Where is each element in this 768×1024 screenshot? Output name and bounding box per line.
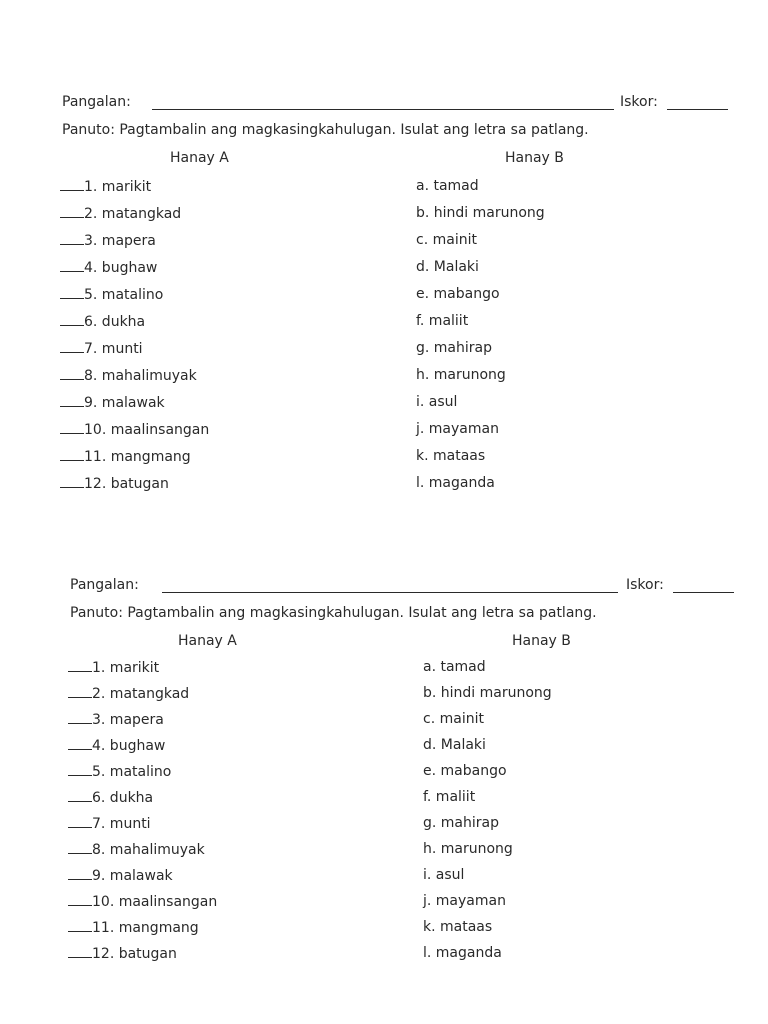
list-item: l. maganda: [416, 475, 495, 491]
item-text: 10. maalinsangan: [92, 894, 218, 910]
column-a-list: [68, 657, 217, 969]
list-item: a. tamad: [423, 659, 486, 675]
answer-blank[interactable]: [68, 657, 92, 672]
list-item: f. maliit: [416, 313, 469, 329]
list-item: [60, 230, 209, 257]
list-item: [60, 284, 209, 311]
item-text: 12. batugan: [92, 946, 177, 962]
item-text: 5. matalino: [84, 287, 164, 303]
item-text: 8. mahalimuyak: [92, 842, 205, 858]
item-text: 3. mapera: [92, 712, 164, 728]
answer-blank[interactable]: [68, 787, 92, 802]
item-text: 8. mahalimuyak: [84, 368, 197, 384]
list-item: [68, 709, 217, 735]
item-text: 6. dukha: [84, 314, 146, 330]
list-item: a. tamad: [416, 178, 479, 194]
list-item: j. mayaman: [416, 421, 499, 437]
header-row: [70, 575, 734, 595]
answer-blank[interactable]: [60, 338, 84, 353]
answer-blank[interactable]: [68, 917, 92, 932]
header-row: [62, 92, 728, 112]
list-item: [68, 813, 217, 839]
item-text: 7. munti: [92, 816, 151, 832]
item-text: 6. dukha: [92, 790, 154, 806]
answer-blank[interactable]: [60, 203, 84, 218]
list-item: e. mabango: [416, 286, 500, 302]
score-label: Iskor:: [620, 94, 658, 110]
list-item: c. mainit: [416, 232, 477, 248]
answer-blank[interactable]: [68, 761, 92, 776]
item-text: 2. matangkad: [92, 686, 190, 702]
answer-blank[interactable]: [60, 257, 84, 272]
item-text: 4. bughaw: [84, 260, 158, 276]
list-item: k. mataas: [423, 919, 493, 935]
item-text: 4. bughaw: [92, 738, 166, 754]
list-item: [60, 176, 209, 203]
column-b-list: [416, 176, 545, 500]
answer-blank[interactable]: [68, 865, 92, 880]
score-blank-line[interactable]: [667, 109, 728, 110]
list-item: e. mabango: [423, 763, 507, 779]
item-text: 1. marikit: [84, 179, 152, 195]
list-item: g. mahirap: [423, 815, 499, 831]
list-item: [60, 311, 209, 338]
list-item: b. hindi marunong: [416, 205, 545, 221]
answer-blank[interactable]: [68, 683, 92, 698]
list-item: d. Malaki: [416, 259, 479, 275]
answer-blank[interactable]: [68, 943, 92, 958]
score-blank-line[interactable]: [673, 592, 734, 593]
list-item: f. maliit: [423, 789, 476, 805]
item-text: 2. matangkad: [84, 206, 182, 222]
list-item: [60, 338, 209, 365]
name-blank-line[interactable]: [162, 592, 618, 593]
list-item: [68, 735, 217, 761]
list-item: [68, 839, 217, 865]
list-item: h. marunong: [416, 367, 506, 383]
list-item: [60, 392, 209, 419]
answer-blank[interactable]: [60, 473, 84, 488]
item-text: 3. mapera: [84, 233, 156, 249]
list-item: [68, 761, 217, 787]
list-item: g. mahirap: [416, 340, 492, 356]
list-item: [68, 865, 217, 891]
item-text: 9. malawak: [92, 868, 173, 884]
answer-blank[interactable]: [60, 176, 84, 191]
list-item: [60, 257, 209, 284]
list-item: [60, 203, 209, 230]
list-item: j. mayaman: [423, 893, 506, 909]
instructions: Panuto: Pagtambalin ang magkasingkahulugan. Isulat ang letra sa patlang.: [70, 605, 597, 621]
list-item: [60, 419, 209, 446]
score-label: Iskor:: [626, 577, 664, 593]
answer-blank[interactable]: [60, 365, 84, 380]
list-item: [68, 891, 217, 917]
list-item: c. mainit: [423, 711, 484, 727]
list-item: b. hindi marunong: [423, 685, 552, 701]
answer-blank[interactable]: [68, 813, 92, 828]
answer-blank[interactable]: [60, 284, 84, 299]
list-item: k. mataas: [416, 448, 486, 464]
column-a-title: Hanay A: [170, 150, 229, 166]
list-item: l. maganda: [423, 945, 502, 961]
answer-blank[interactable]: [60, 392, 84, 407]
list-item: [60, 365, 209, 392]
list-item: d. Malaki: [423, 737, 486, 753]
item-text: 11. mangmang: [92, 920, 199, 936]
list-item: i. asul: [423, 867, 465, 883]
list-item: [68, 683, 217, 709]
list-item: [68, 657, 217, 683]
item-text: 11. mangmang: [84, 449, 191, 465]
list-item: [68, 787, 217, 813]
name-blank-line[interactable]: [152, 109, 614, 110]
column-b-list: [423, 657, 552, 969]
answer-blank[interactable]: [68, 839, 92, 854]
answer-blank[interactable]: [68, 735, 92, 750]
item-text: 1. marikit: [92, 660, 160, 676]
answer-blank[interactable]: [60, 446, 84, 461]
answer-blank[interactable]: [68, 891, 92, 906]
item-text: 5. matalino: [92, 764, 172, 780]
answer-blank[interactable]: [60, 311, 84, 326]
answer-blank[interactable]: [60, 230, 84, 245]
instructions: Panuto: Pagtambalin ang magkasingkahulugan. Isulat ang letra sa patlang.: [62, 122, 589, 138]
list-item: i. asul: [416, 394, 458, 410]
list-item: h. marunong: [423, 841, 513, 857]
answer-blank[interactable]: [60, 419, 84, 434]
answer-blank[interactable]: [68, 709, 92, 724]
item-text: 9. malawak: [84, 395, 165, 411]
item-text: 12. batugan: [84, 476, 169, 492]
list-item: [60, 473, 209, 500]
column-a-title: Hanay A: [178, 633, 237, 649]
column-a-list: [60, 176, 209, 500]
name-label: Pangalan:: [70, 577, 139, 593]
list-item: [68, 943, 217, 969]
list-item: [60, 446, 209, 473]
list-item: [68, 917, 217, 943]
column-b-title: Hanay B: [512, 633, 571, 649]
column-b-title: Hanay B: [505, 150, 564, 166]
item-text: 7. munti: [84, 341, 143, 357]
item-text: 10. maalinsangan: [84, 422, 210, 438]
name-label: Pangalan:: [62, 94, 131, 110]
